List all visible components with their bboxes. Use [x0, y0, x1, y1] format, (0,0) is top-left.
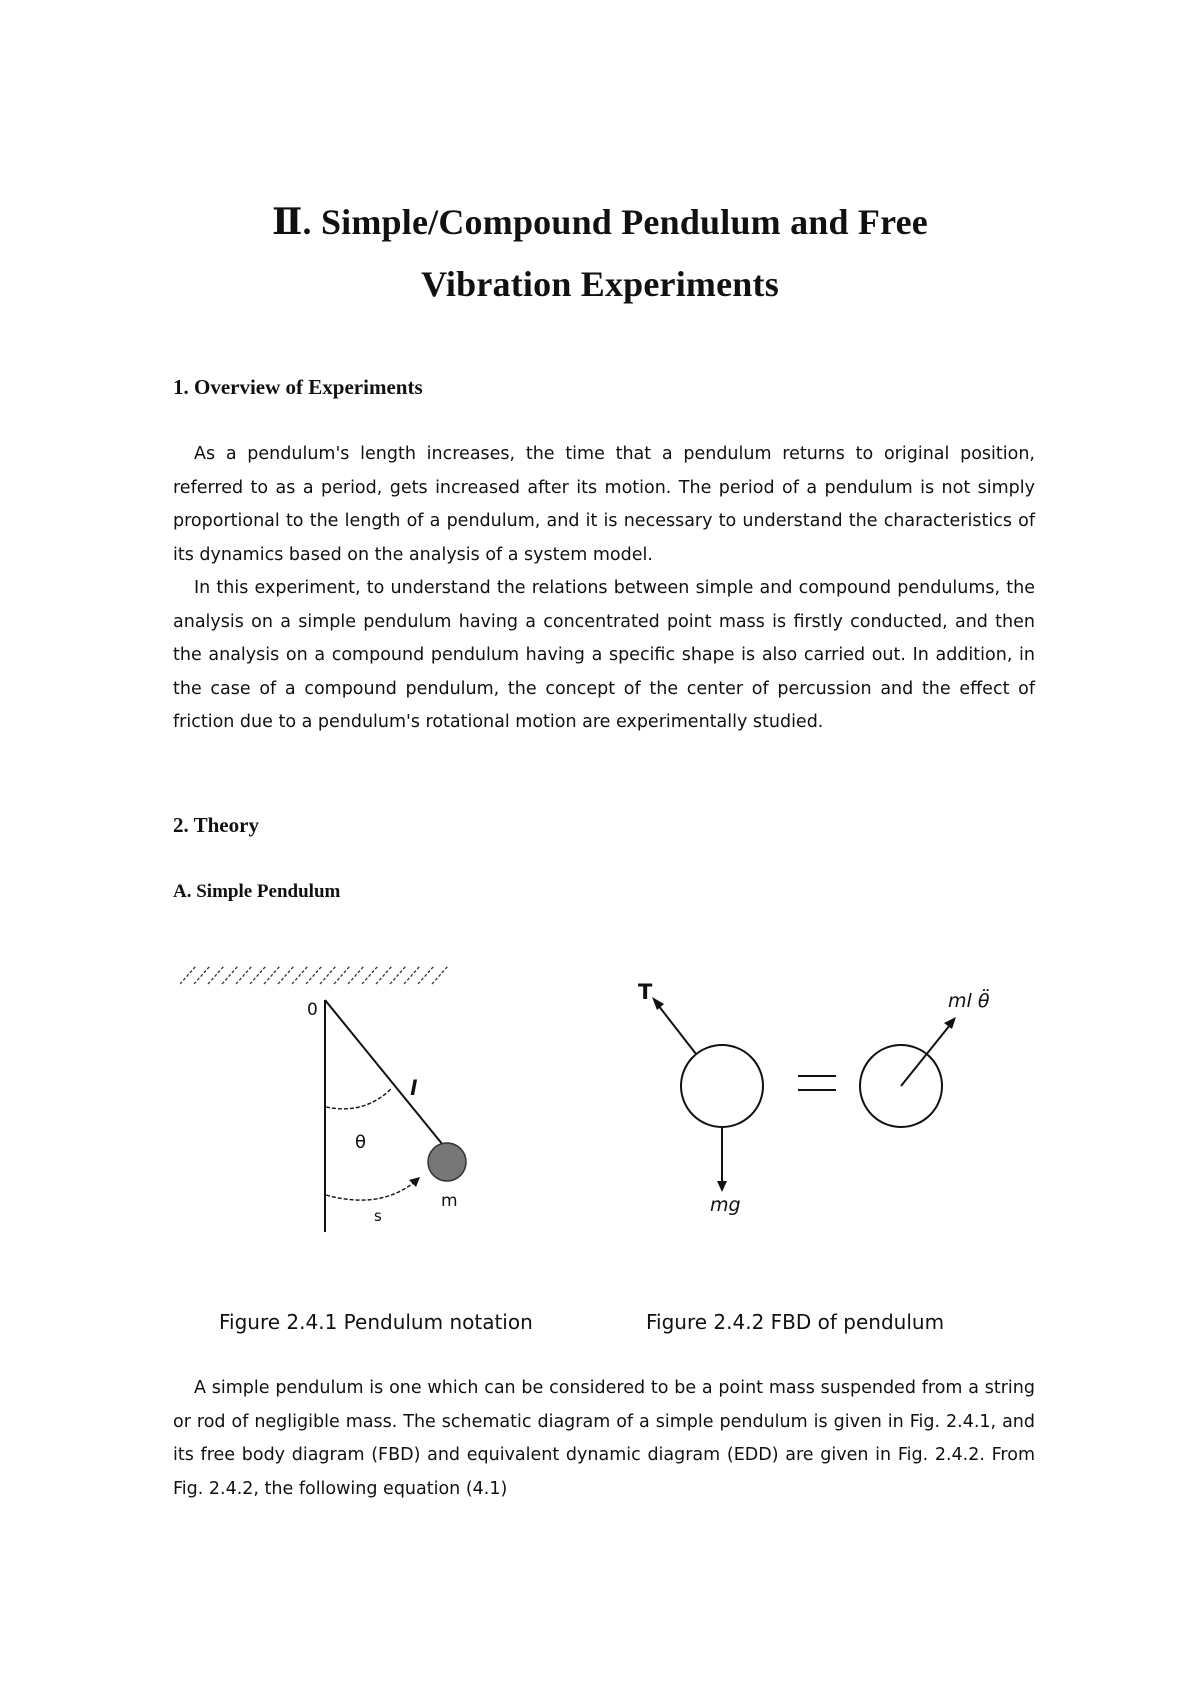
pendulum-bob [428, 1143, 466, 1181]
simple-pendulum-paragraph: A simple pendulum is one which can be considered to be a point mass suspended from a string or rod of negligible mass. The schematic diagram of a simple pendulum is given in Fig. 2.4.1, and its free body diagram (FBD) and equivalent dynamic diagram (EDD) are given in Fig. 2.4.2. From Fig. 2.4.2, the following equation (4.1) [173, 1378, 1035, 1499]
weight-arrowhead [717, 1181, 727, 1192]
pendulum-string [325, 1000, 443, 1145]
tension-label: T [638, 980, 653, 1004]
inertia-arrowhead [944, 1017, 956, 1029]
arc-length-path [326, 1181, 416, 1200]
ceiling-hatching [180, 966, 448, 984]
subsection-a-heading: A. Simple Pendulum [173, 881, 341, 902]
tension-arrow-line [658, 1005, 696, 1054]
fbd-circle [681, 1045, 763, 1127]
pivot-label: 0 [307, 1000, 318, 1020]
section-1-heading: 1. Overview of Experiments [173, 375, 423, 399]
tension-arrowhead [652, 997, 664, 1010]
arc-label: s [374, 1207, 382, 1225]
inertia-arrow-line [901, 1025, 950, 1086]
title-line-1: Ⅱ. Simple/Compound Pendulum and Free [272, 202, 928, 242]
page-title [0, 191, 1200, 315]
overview-paragraph-2: In this experiment, to understand the relations between simple and compound pendulums, the analysis on a simple pendulum having a concentrated point mass is firstly conducted, and then the analysis on a compound pendulum having a specific shape is also carried out. In addition, in the case of a compound pendulum, the concept of the center of percussion and the effect of friction due to a pendulum's rotational motion are experimentally studied. [173, 578, 1035, 733]
length-label: l [410, 1076, 417, 1100]
mass-label: m [441, 1191, 458, 1211]
title-line-2: Vibration Experiments [421, 264, 779, 304]
inertia-label: ml θ̈ [948, 990, 990, 1012]
fbd-figure [630, 975, 1010, 1215]
section-2-heading: 2. Theory [173, 813, 259, 837]
angle-arc [326, 1088, 392, 1109]
pendulum-notation-figure [180, 955, 500, 1245]
figure-2-caption: Figure 2.4.2 FBD of pendulum [646, 1310, 945, 1334]
angle-label: θ [355, 1132, 367, 1153]
weight-label: mg [710, 1194, 741, 1215]
figure-1-caption: Figure 2.4.1 Pendulum notation [219, 1310, 533, 1334]
overview-paragraph-1: As a pendulum's length increases, the time that a pendulum returns to original position, referred to as a period, gets increased after its motion. The period of a pendulum is not simply proportional to the length of a pendulum, and it is necessary to understand the characteristics of its dynamics based on the analysis of a system model. [173, 444, 1035, 565]
